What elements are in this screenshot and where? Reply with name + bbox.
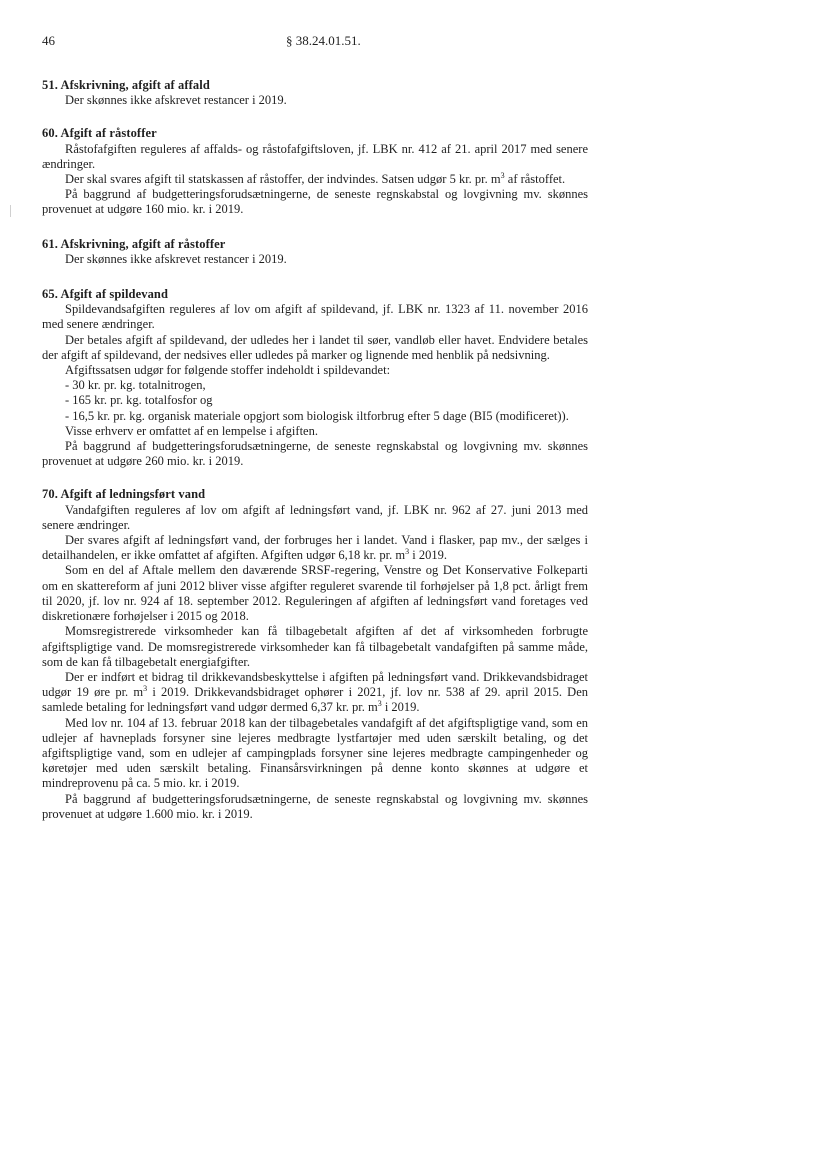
section-heading: 70. Afgift af ledningsført vand [42, 487, 206, 502]
text-segment: af råstoffet. [504, 172, 566, 187]
paragraph: På baggrund af budgetteringsforudsætningerne, de seneste regnskabstal og lovgivning mv. skønnes provenuet at udgøre 260 mio. kr. i 2019. [42, 439, 588, 469]
section-61 [42, 237, 588, 267]
section-heading: 51. Afskrivning, afgift af affald [42, 78, 210, 92]
list-item: - 16,5 kr. pr. kg. organisk materiale opgjort som biologisk iltforbrug efter 5 dage (BI5 (modificeret)). [65, 408, 569, 423]
section-70 [42, 487, 588, 821]
superscript: 3 [377, 699, 382, 709]
margin-mark [10, 205, 11, 217]
paragraph [42, 172, 588, 187]
text-segment: Der svares afgift af ledningsført vand, der forbruges her i landet. Vand i flasker, pap mv., der sælges i detailhandelen, er ikke omfattet af afgiften. Afgiften udgør 6,18 kr. pr. m [42, 533, 588, 563]
paragraph: På baggrund af budgetteringsforudsætningerne, de seneste regnskabstal og lovgivning mv. skønnes provenuet at udgøre 160 mio. kr. i 2019. [42, 187, 588, 217]
page-number: 46 [42, 33, 55, 48]
paragraph: Der skønnes ikke afskrevet restancer i 2019. [65, 251, 287, 266]
section-reference: § 38.24.01.51. [286, 33, 361, 48]
text-segment: i 2019. [409, 548, 447, 563]
section-51 [42, 78, 588, 108]
section-heading: 60. Afgift af råstoffer [42, 126, 157, 141]
paragraph: Der skønnes ikke afskrevet restancer i 2019. [65, 93, 287, 108]
section-heading: 65. Afgift af spildevand [42, 287, 169, 302]
paragraph [42, 533, 588, 563]
paragraph: Spildevandsafgiften reguleres af lov om afgift af spildevand, jf. LBK nr. 1323 af 11. november 2016 med senere ændringer. [42, 302, 588, 332]
paragraph [42, 670, 588, 716]
paragraph: Afgiftssatsen udgør for følgende stoffer indeholdt i spildevandet: [65, 363, 391, 378]
paragraph: Med lov nr. 104 af 13. februar 2018 kan der tilbagebetales vandafgift af det afgiftspligtige vand, som en udlejer af havneplads forsyner sine lejeres medbragte lystfartøjer med uden særskilt betaling, og det afgiftspligtige vand, som en udlejer af campingplads forsyner sine lejeres medbragte campingenheder og køretøjer med uden særskilt betaling. Finansårsvirkningen på denne konto skønnes at udgøre et mindreprovenu på ca. 5 mio. kr. i 2019. [42, 715, 588, 791]
paragraph: Råstofafgiften reguleres af affalds- og råstofafgiftsloven, jf. LBK nr. 412 af 21. april 2017 med senere ændringer. [42, 141, 588, 171]
superscript: 3 [405, 547, 410, 557]
page-body [42, 78, 588, 822]
list-item: - 165 kr. pr. kg. totalfosfor og [65, 393, 213, 408]
paragraph: På baggrund af budgetteringsforudsætningerne, de seneste regnskabstal og lovgivning mv. skønnes provenuet at udgøre 1.600 mio. kr. i 2019. [42, 791, 588, 821]
page-header [42, 32, 372, 50]
text-segment: i 2019. Drikkevandsbidraget ophører i 2021, jf. lov nr. 538 af 29. april 2015. Den samlede betaling for ledningsført vand udgør dermed 6,37 kr. pr. m [42, 685, 588, 715]
superscript: 3 [500, 170, 505, 180]
paragraph: Momsregistrerede virksomheder kan få tilbagebetalt afgiften af det af virksomheden forbrugte afgiftspligtige vand. De momsregistrerede virksomheder kan få tilbagebetalt vandafgiften på samme måde, som de kan få tilbagebetalt energiafgifter. [42, 624, 588, 669]
text-segment: Der er indført et bidrag til drikkevandsbeskyttelse i afgiften på ledningsført vand. Drikkevandsbidraget udgør 19 øre pr. m [42, 669, 588, 700]
list-item: - 30 kr. pr. kg. totalnitrogen, [65, 378, 206, 393]
section-heading: 61. Afskrivning, afgift af råstoffer [42, 236, 226, 251]
paragraph: Der betales afgift af spildevand, der udledes her i landet til søer, vandløb eller havet. Endvidere betales der afgift af spildevand, der nedsives eller udledes på marker og lignende med henblik på nedsivning. [42, 332, 588, 362]
section-60 [42, 126, 588, 217]
paragraph: Som en del af Aftale mellem den daværende SRSF-regering, Venstre og Det Konservative Folkeparti om en skattereform af juni 2012 bliver visse afgifter reguleret svarende til forhøjelser på 1,8 pct. årligt frem til 2020, jf. lov nr. 924 af 18. september 2012. Reguleringen af afgiften af ledningsført vand foretages ved diskretionære forhøjelser i 2015 og 2018. [42, 563, 588, 624]
paragraph: Visse erhverv er omfattet af en lempelse i afgiften. [65, 423, 318, 438]
text-segment: i 2019. [381, 700, 420, 715]
section-65 [42, 287, 588, 469]
paragraph: Vandafgiften reguleres af lov om afgift af ledningsført vand, jf. LBK nr. 962 af 27. juni 2013 med senere ændringer. [42, 502, 588, 532]
text-segment: Der skal svares afgift til statskassen af råstoffer, der indvindes. Satsen udgør 5 kr. pr. m [65, 172, 501, 187]
superscript: 3 [143, 683, 148, 693]
